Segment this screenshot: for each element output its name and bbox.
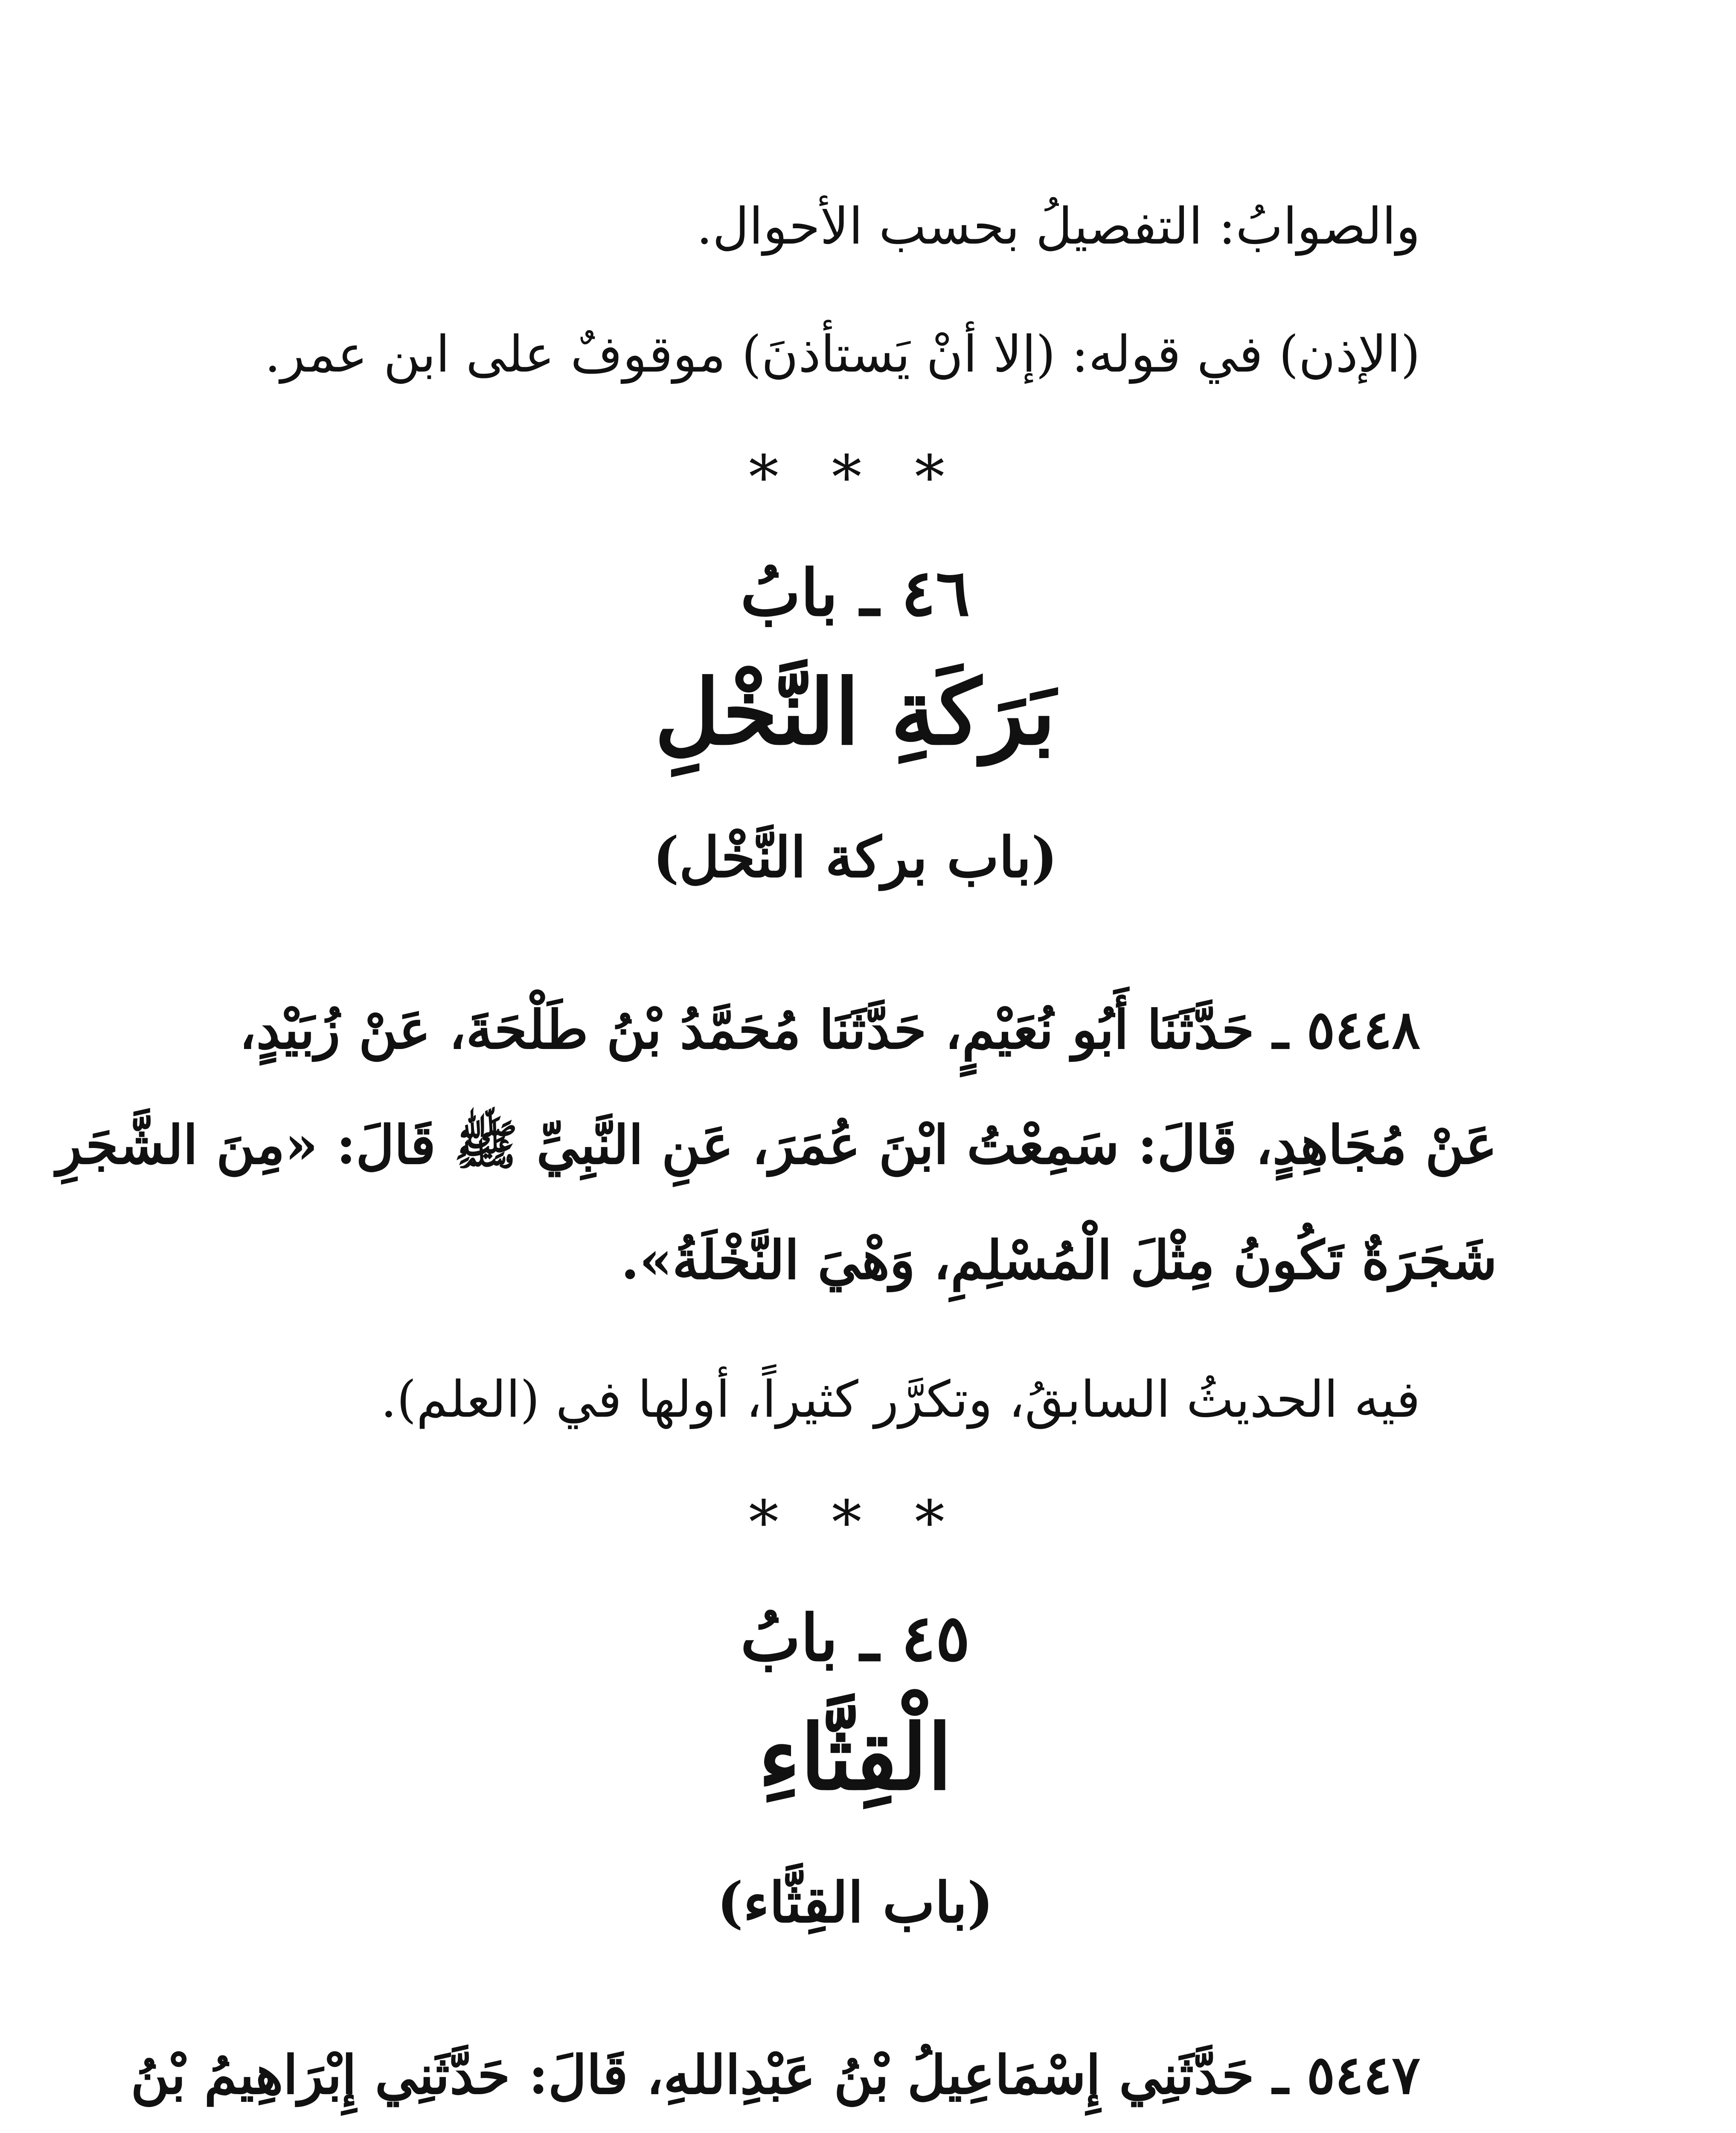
section-separator: * * *	[748, 443, 962, 512]
top-commentary	[213, 162, 1497, 418]
chapter-number: ٤٥ ـ بابُ	[740, 1601, 970, 1676]
chapter-46	[56, 538, 1497, 1463]
commentary-line-1: والصوابُ: التفصيلُ بحسب الأحوال.	[696, 197, 1420, 256]
chapter-title: بَرَكَةِ النَّخْلِ	[654, 660, 1056, 765]
hadith-line: ٥٤٤٧ ـ حَدَّثَنِي إِسْمَاعِيلُ بْنُ عَبْدِاللهِ، قَالَ: حَدَّثَنِي إِبْرَاهِيمُ بْنُ	[131, 2044, 1420, 2106]
chapter-45	[131, 1583, 1497, 2133]
hadith-text	[56, 973, 1497, 1318]
section-separator: * * *	[748, 1488, 962, 1558]
chapter-subtitle: (باب القِثَّاء)	[717, 1870, 994, 1935]
chapter-title: الْقِثَّاءِ	[758, 1705, 952, 1810]
hadith-line: عَنْ مُجَاهِدٍ، قَالَ: سَمِعْتُ ابْنَ عُمَرَ، عَنِ النَّبِيِّ ﷺ قَالَ: «مِنَ الشَّجَرِ	[56, 1114, 1497, 1176]
hadith-line: شَجَرَةٌ تَكُونُ مِثْلَ الْمُسْلِمِ، وَهْيَ النَّخْلَةُ».	[621, 1229, 1497, 1291]
chapter-subtitle: (باب بركة النَّخْل)	[653, 825, 1058, 890]
chapter-number: ٤٦ ـ بابُ	[740, 555, 970, 631]
hadith-text	[131, 2018, 1497, 2133]
hadith-commentary: فيه الحديثُ السابقُ، وتكرَّر كثيراً، أولها في (العلم).	[381, 1370, 1420, 1429]
commentary-line-2: (الإذن) في قوله: (إلا أنْ يَستأذنَ) موقوفٌ على ابن عمر.	[265, 325, 1420, 384]
hadith-line: ٥٤٤٨ ـ حَدَّثَنَا أَبُو نُعَيْمٍ، حَدَّثَنَا مُحَمَّدُ بْنُ طَلْحَةَ، عَنْ زُبَيْدٍ،	[239, 999, 1420, 1061]
